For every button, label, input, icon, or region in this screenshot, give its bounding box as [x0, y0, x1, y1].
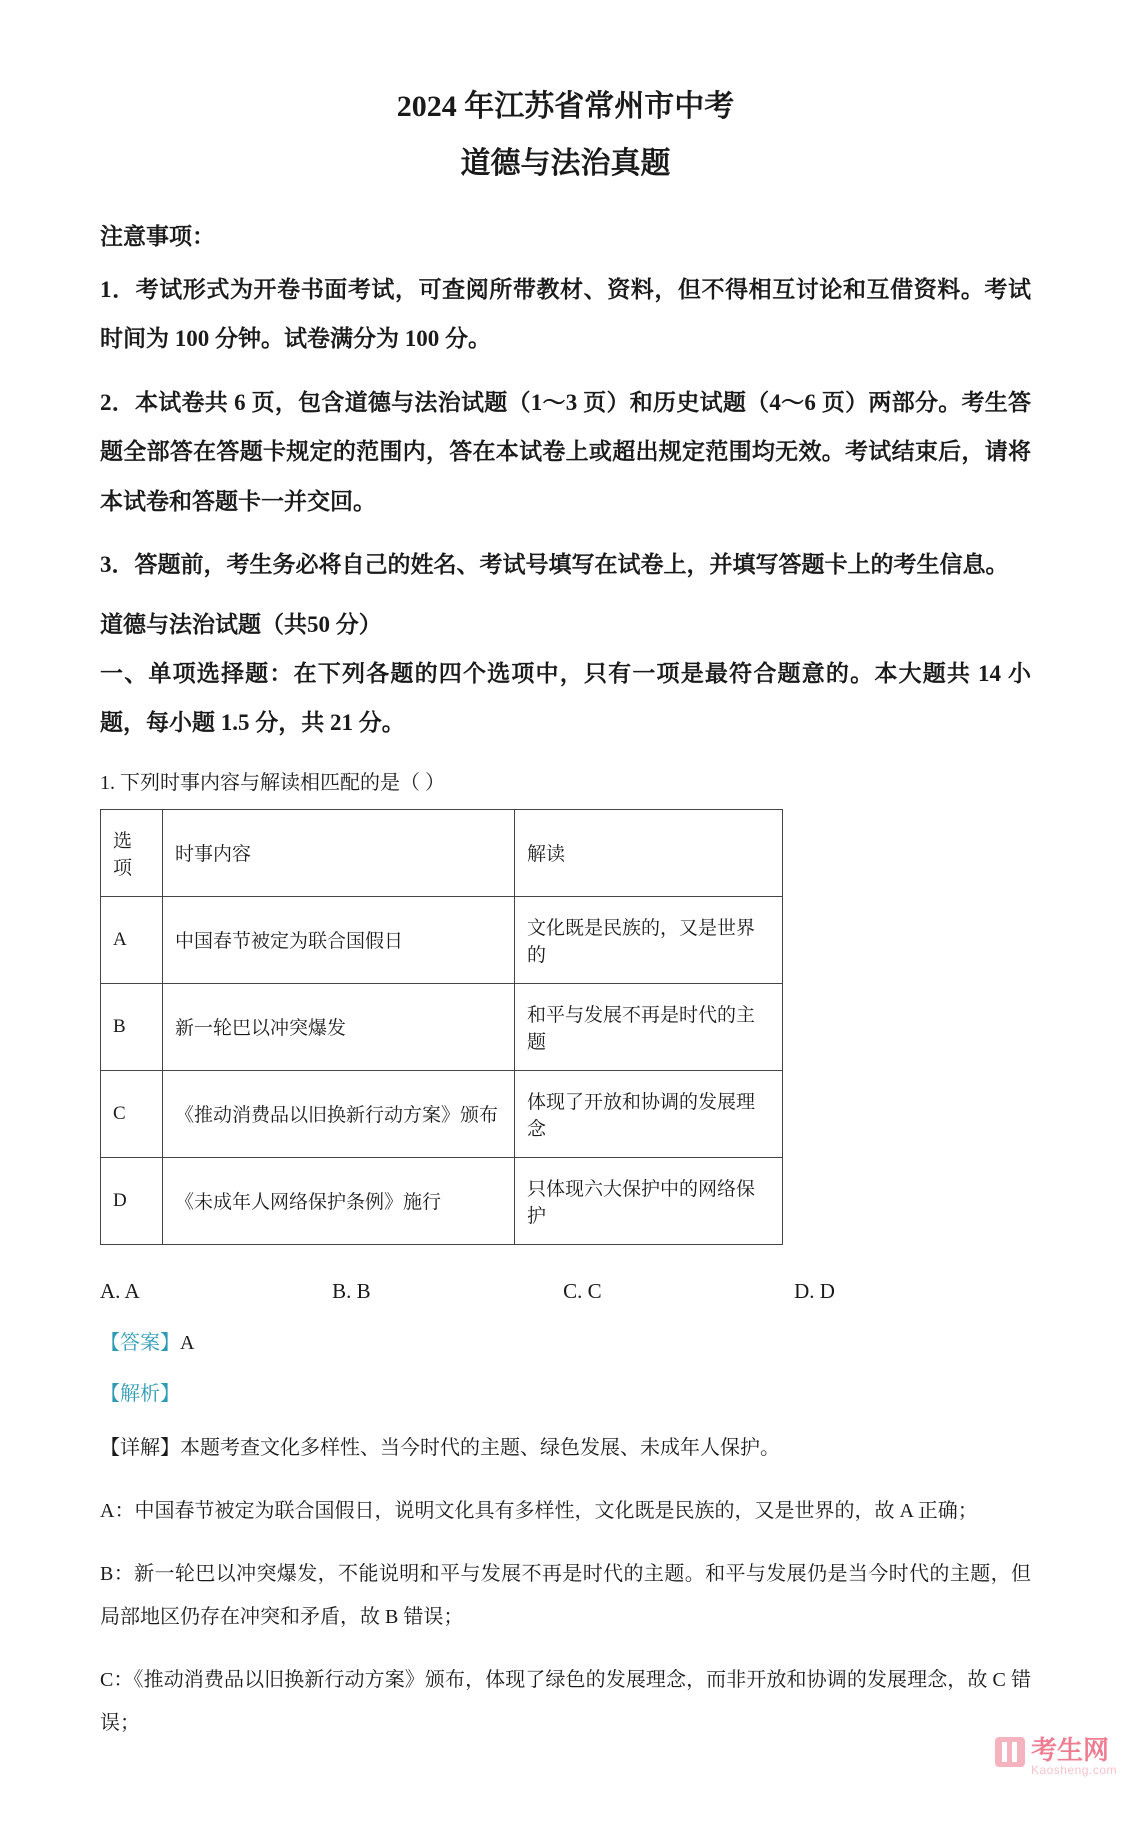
- question-1-table: [100, 809, 783, 1245]
- answer-line: [100, 1326, 1031, 1355]
- analysis-label: 【解析】: [100, 1382, 180, 1405]
- analysis-line: [100, 1377, 1031, 1406]
- choice-b: B. B: [332, 1278, 371, 1303]
- table-cell-content: 新一轮巴以冲突爆发: [163, 983, 515, 1070]
- table-row: [101, 1070, 783, 1157]
- explanation-a: A：中国春节被定为联合国假日，说明文化具有多样性，文化既是民族的，又是世界的，故 A 正确；: [100, 1499, 978, 1522]
- notice-heading: 注意事项：: [100, 224, 215, 249]
- kaosheng-watermark: [995, 1734, 1117, 1777]
- table-cell-option: C: [101, 1070, 163, 1157]
- table-header-row: [101, 809, 783, 896]
- question-1-stem: 1. 下列时事内容与解读相匹配的是（ ）: [100, 771, 445, 794]
- notice-item-1: 1．考试形式为开卷书面考试，可查阅所带教材、资料，但不得相互讨论和互借资料。考试时间为 100 分钟。试卷满分为 100 分。: [100, 277, 1031, 352]
- table-cell-option: B: [101, 983, 163, 1070]
- table-cell-content: 《推动消费品以旧换新行动方案》颁布: [163, 1070, 515, 1157]
- kaosheng-logo-icon: [995, 1737, 1025, 1767]
- exam-title-line2: 道德与法治真题: [460, 147, 671, 180]
- exam-title: [100, 78, 1031, 192]
- exam-title-line1: 2024 年江苏省常州市中考: [396, 90, 735, 123]
- table-cell-content: 《未成年人网络保护条例》施行: [163, 1157, 515, 1244]
- table-cell-interpretation: 体现了开放和协调的发展理念: [515, 1070, 783, 1157]
- section-intro: 一、单项选择题：在下列各题的四个选项中，只有一项是最符合题意的。本大题共 14 小题，每小题 1.5 分，共 21 分。: [100, 660, 1031, 736]
- answer-value: A: [180, 1331, 195, 1354]
- detail-paragraph: 【详解】本题考查文化多样性、当今时代的主题、绿色发展、未成年人保护。: [100, 1436, 780, 1459]
- table-cell-option: A: [101, 896, 163, 983]
- table-row: [101, 983, 783, 1070]
- explanation-c: C：《推动消费品以旧换新行动方案》颁布，体现了绿色的发展理念，而非开放和协调的发展理念，故 C 错误；: [100, 1668, 1031, 1734]
- explanation-b: B：新一轮巴以冲突爆发，不能说明和平与发展不再是时代的主题。和平与发展仍是当今时代的主题，但局部地区仍存在冲突和矛盾，故 B 错误；: [100, 1562, 1031, 1628]
- table-cell-interpretation: 只体现六大保护中的网络保护: [515, 1157, 783, 1244]
- table-header-content: 时事内容: [163, 809, 515, 896]
- table-cell-option: D: [101, 1157, 163, 1244]
- choice-c: C. C: [563, 1278, 602, 1303]
- answer-label: 【答案】: [100, 1331, 180, 1354]
- table-cell-interpretation: 和平与发展不再是时代的主题: [515, 983, 783, 1070]
- choice-d: D. D: [794, 1278, 835, 1303]
- watermark-cn-text: 考生网: [1030, 1734, 1109, 1765]
- table-row: [101, 1157, 783, 1244]
- choice-a: A. A: [100, 1278, 140, 1303]
- notice-item-3: 3．答题前，考生务必将自己的姓名、考试号填写在试卷上，并填写答题卡上的考生信息。: [100, 552, 1009, 578]
- table-header-interpretation: 解读: [515, 809, 783, 896]
- answer-choices-row: [100, 1279, 835, 1304]
- table-header-option: 选项: [101, 809, 163, 896]
- watermark-en-text: Kaosheng.com: [1030, 1762, 1117, 1777]
- table-row: [101, 896, 783, 983]
- section-heading: 道德与法治试题（共50 分）: [100, 611, 382, 637]
- notice-item-2: 2．本试卷共 6 页，包含道德与法治试题（1～3 页）和历史试题（4～6 页）两部分。考生答题全部答在答题卡规定的范围内，答在本试卷上或超出规定范围均无效。考试结束后，请将本试卷和答题卡一并交回。: [100, 389, 1031, 514]
- table-cell-content: 中国春节被定为联合国假日: [163, 896, 515, 983]
- table-cell-interpretation: 文化既是民族的，又是世界的: [515, 896, 783, 983]
